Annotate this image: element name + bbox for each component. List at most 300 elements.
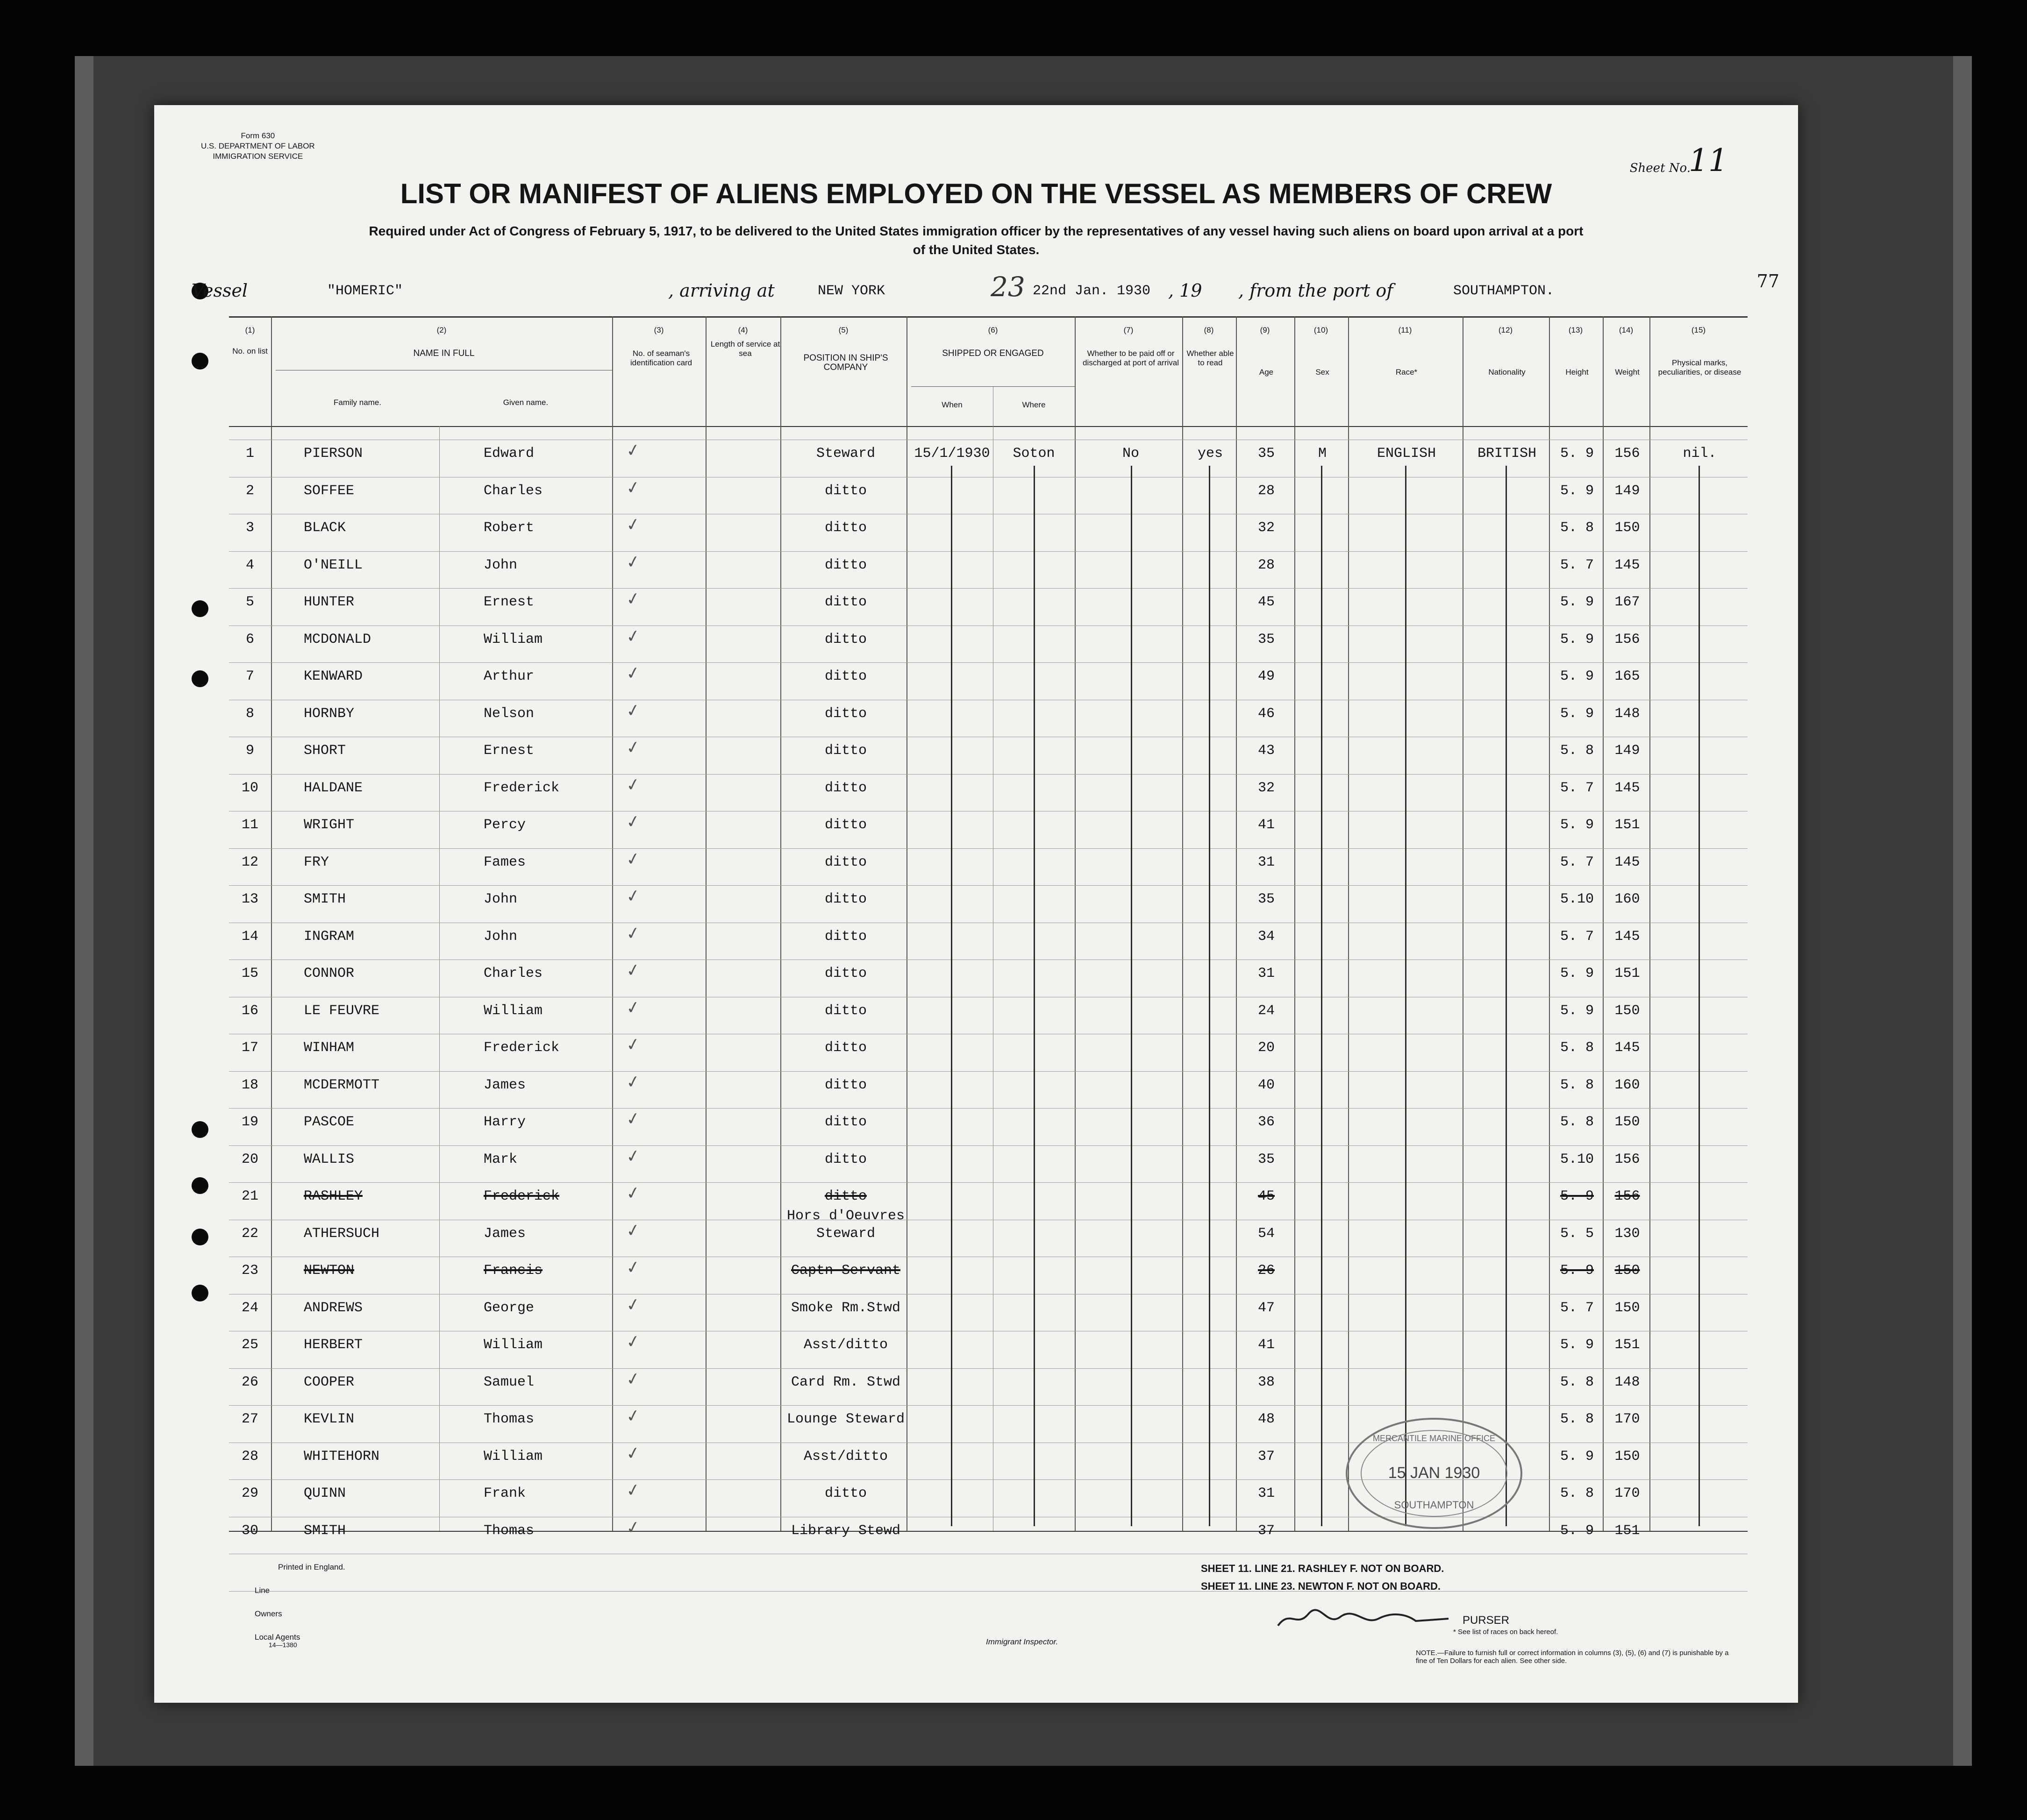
given-name: John	[484, 557, 518, 573]
height: 5. 9	[1560, 1448, 1594, 1465]
height: 5. 9	[1560, 668, 1594, 684]
height: 5. 7	[1560, 854, 1594, 870]
age: 35	[1257, 631, 1275, 647]
position: ditto	[824, 631, 867, 647]
check-mark-icon: ✓	[624, 1034, 642, 1056]
family-name: WALLIS	[304, 1151, 355, 1167]
age: 45	[1257, 1188, 1275, 1204]
height: 5. 8	[1560, 1114, 1594, 1130]
given-name: Percy	[484, 817, 526, 833]
header-nationality: Nationality	[1488, 368, 1526, 377]
position: ditto	[824, 743, 867, 759]
given-name: Nelson	[484, 705, 535, 722]
family-name: LE FEUVRE	[304, 1002, 380, 1019]
age: 20	[1257, 1040, 1275, 1056]
weight: 150	[1614, 1114, 1640, 1130]
age: 45	[1257, 594, 1275, 610]
row-number: 15	[241, 966, 258, 981]
family-name: HALDANE	[304, 780, 363, 796]
age: 48	[1257, 1411, 1275, 1427]
check-mark-icon: ✓	[624, 774, 642, 796]
row-number: 17	[241, 1040, 258, 1056]
check-mark-icon: ✓	[624, 1071, 642, 1093]
age: 35	[1257, 891, 1275, 907]
check-mark-icon: ✓	[624, 848, 642, 870]
row-number: 29	[241, 1486, 258, 1501]
row-number: 30	[241, 1522, 258, 1539]
header-able-read: Whether able to read	[1186, 349, 1234, 367]
family-name: HORNBY	[304, 705, 355, 722]
check-mark-icon: ✓	[624, 1479, 642, 1501]
ditto-stroke	[1506, 466, 1507, 1526]
purser-signature	[1276, 1605, 1453, 1633]
position: ditto	[824, 705, 867, 722]
age: 54	[1257, 1225, 1275, 1242]
age: 47	[1257, 1300, 1275, 1316]
printed-in-england: Printed in England.	[278, 1563, 345, 1571]
row-number: 23	[241, 1263, 258, 1279]
age: 46	[1257, 705, 1275, 722]
position: ditto	[824, 780, 867, 796]
position: Lounge Steward	[786, 1411, 905, 1427]
given-name: William	[484, 1337, 543, 1353]
age: 49	[1257, 668, 1275, 684]
column-number: (6)	[988, 326, 998, 334]
form-department: U.S. DEPARTMENT OF LABOR	[201, 142, 315, 150]
note-line-23: SHEET 11. LINE 23. NEWTON F. NOT ON BOARD.	[1201, 1580, 1441, 1592]
header-age: Age	[1259, 368, 1274, 377]
weight: 150	[1614, 1263, 1640, 1279]
given-name: William	[484, 1448, 543, 1465]
given-name: William	[484, 1002, 543, 1019]
check-mark-icon: ✓	[624, 1517, 642, 1538]
sheet-label: Sheet No.	[1629, 161, 1691, 175]
position: ditto	[824, 483, 867, 499]
vessel-name: "HOMERIC"	[327, 283, 403, 299]
check-mark-icon: ✓	[624, 811, 642, 833]
given-name: Fames	[484, 854, 526, 870]
column-number: (13)	[1568, 326, 1583, 334]
height: 5. 9	[1560, 1002, 1594, 1019]
position: ditto	[824, 1114, 867, 1130]
check-mark-icon: ✓	[624, 700, 642, 721]
crew-manifest-table	[229, 316, 1748, 1539]
family-name: HERBERT	[304, 1337, 363, 1353]
row-number: 4	[245, 557, 254, 573]
age: 28	[1257, 557, 1275, 573]
position: Library Stewd	[791, 1522, 901, 1539]
age: 37	[1257, 1448, 1275, 1465]
header-where: Where	[1022, 400, 1046, 409]
height: 5. 9	[1560, 1188, 1594, 1204]
weight: 148	[1614, 1374, 1640, 1390]
header-no-on-list: No. on list	[232, 347, 268, 355]
row-number: 20	[241, 1151, 258, 1167]
weight: 145	[1614, 928, 1640, 945]
ditto-stroke	[1209, 466, 1210, 1526]
family-name: SMITH	[304, 891, 346, 907]
ditto-stroke	[1699, 466, 1700, 1526]
page-number: 77	[1756, 271, 1779, 291]
check-mark-icon: ✓	[624, 1331, 642, 1353]
agents-code: 14—1380	[269, 1641, 297, 1649]
check-mark-icon: ✓	[624, 662, 642, 684]
age: 35	[1257, 446, 1275, 462]
age: 32	[1257, 780, 1275, 796]
note-line-21: SHEET 11. LINE 21. RASHLEY F. NOT ON BOARD.	[1201, 1563, 1444, 1574]
stamp-date: 15 JAN 1930	[1388, 1464, 1480, 1482]
check-mark-icon: ✓	[624, 1220, 642, 1241]
row-number: 6	[245, 631, 254, 647]
age: 43	[1257, 743, 1275, 759]
position: Steward	[816, 446, 876, 462]
age: 41	[1257, 817, 1275, 833]
position: ditto	[824, 1188, 867, 1204]
column-number: (14)	[1619, 326, 1634, 334]
shipped-when: 15/1/1930	[914, 446, 990, 462]
height: 5. 9	[1560, 817, 1594, 833]
weight: 148	[1614, 705, 1640, 722]
check-mark-icon: ✓	[624, 1257, 642, 1279]
weight: 145	[1614, 557, 1640, 573]
family-name: SMITH	[304, 1522, 346, 1539]
age: 41	[1257, 1337, 1275, 1353]
weight: 170	[1614, 1411, 1640, 1427]
ditto-stroke	[1034, 466, 1035, 1526]
family-name: KENWARD	[304, 668, 363, 684]
row-number: 16	[241, 1002, 258, 1019]
weight: 149	[1614, 483, 1640, 499]
header-name-in-full: NAME IN FULL	[413, 348, 475, 358]
row-number: 10	[241, 780, 258, 796]
age: 38	[1257, 1374, 1275, 1390]
age: 40	[1257, 1077, 1275, 1093]
position: ditto	[824, 966, 867, 981]
given-name: Ernest	[484, 594, 535, 610]
position: ditto	[824, 891, 867, 907]
header-paid-off: Whether to be paid off or discharged at port of arrival	[1083, 349, 1179, 367]
paid-off: No	[1122, 446, 1139, 462]
row-number: 1	[245, 446, 254, 462]
race-footnote: * See list of races on back hereof.	[1453, 1628, 1558, 1636]
row-number: 12	[241, 854, 258, 870]
position: ditto	[824, 928, 867, 945]
form-service: IMMIGRATION SERVICE	[213, 152, 303, 161]
position: ditto	[824, 594, 867, 610]
weight: 150	[1614, 520, 1640, 536]
given-name: Mark	[484, 1151, 518, 1167]
mercantile-marine-office-stamp	[1346, 1418, 1522, 1529]
header-height: Height	[1565, 368, 1589, 377]
weight: 170	[1614, 1486, 1640, 1501]
form-identifier	[201, 131, 315, 162]
weight: 151	[1614, 966, 1640, 981]
position: Card Rm. Stwd	[791, 1374, 901, 1390]
family-name: HUNTER	[304, 594, 355, 610]
family-name: NEWTON	[304, 1263, 355, 1279]
header-seaman-id: No. of seaman's identification card	[630, 349, 692, 367]
ditto-stroke	[1405, 466, 1406, 1526]
height: 5. 7	[1560, 1300, 1594, 1316]
weight: 130	[1614, 1225, 1640, 1242]
header-given-name: Given name.	[503, 398, 549, 407]
check-mark-icon: ✓	[624, 1108, 642, 1130]
from-port-label: , from the port of	[1238, 280, 1393, 301]
height: 5. 8	[1560, 743, 1594, 759]
given-name: Ernest	[484, 743, 535, 759]
family-name: BLACK	[304, 520, 346, 536]
vessel-line	[192, 271, 1734, 304]
position: Asst/ditto	[803, 1337, 888, 1353]
ditto-stroke	[951, 466, 952, 1526]
given-name: Thomas	[484, 1522, 535, 1539]
family-name: QUINN	[304, 1486, 346, 1501]
row-number: 5	[245, 594, 254, 610]
row-number: 9	[245, 743, 254, 759]
family-name: WHITEHORN	[304, 1448, 380, 1465]
shipped-where: Soton	[1013, 446, 1055, 462]
position: ditto	[824, 854, 867, 870]
family-name: COOPER	[304, 1374, 355, 1390]
height: 5. 8	[1560, 1411, 1594, 1427]
height: 5. 9	[1560, 631, 1594, 647]
check-mark-icon: ✓	[624, 1145, 642, 1167]
punch-hole	[192, 1177, 208, 1194]
height: 5. 8	[1560, 1077, 1594, 1093]
sex: M	[1318, 446, 1327, 462]
weight: 167	[1614, 594, 1640, 610]
check-mark-icon: ✓	[624, 1294, 642, 1315]
age: 24	[1257, 1002, 1275, 1019]
page-subtitle: Required under Act of Congress of February 5, 1917, to be delivered to the United States immigration officer by the representatives of any vessel having such aliens on board upon arrival at a port of the United States.	[369, 224, 1584, 257]
row-number: 2	[245, 483, 254, 499]
given-name: George	[484, 1300, 535, 1316]
given-name: Frederick	[484, 1040, 560, 1056]
header-length-service: Length of service at sea	[710, 340, 780, 358]
row-number: 14	[241, 928, 258, 945]
given-name: Robert	[484, 520, 535, 536]
ditto-stroke	[1131, 466, 1132, 1526]
given-name: Frank	[484, 1486, 526, 1501]
manifest-page	[154, 105, 1798, 1703]
row-number: 25	[241, 1337, 258, 1353]
weight: 156	[1614, 631, 1640, 647]
column-number: (10)	[1313, 326, 1328, 334]
check-mark-icon: ✓	[624, 626, 642, 647]
punch-hole	[192, 353, 208, 370]
arrival-port: NEW YORK	[818, 283, 885, 299]
column-number: (12)	[1498, 326, 1513, 334]
position: ditto	[824, 1040, 867, 1056]
punch-hole	[192, 1121, 208, 1138]
position: ditto	[824, 1486, 867, 1501]
header-physical-marks: Physical marks, peculiarities, or disease	[1658, 358, 1742, 377]
age: 35	[1257, 1151, 1275, 1167]
family-name: WINHAM	[304, 1040, 355, 1056]
row-number: 13	[241, 891, 258, 907]
header-family-name: Family name.	[333, 398, 382, 407]
weight: 150	[1614, 1448, 1640, 1465]
row-number: 28	[241, 1448, 258, 1465]
punch-hole	[192, 1285, 208, 1301]
age: 26	[1257, 1263, 1275, 1279]
purser-label: PURSER	[1463, 1614, 1510, 1627]
weight: 151	[1614, 817, 1640, 833]
given-name: Charles	[484, 483, 543, 499]
position: ditto	[824, 1151, 867, 1167]
weight: 165	[1614, 668, 1640, 684]
given-name: William	[484, 631, 543, 647]
row-number: 3	[245, 520, 254, 536]
given-name: Frederick	[484, 1188, 560, 1204]
weight: 160	[1614, 891, 1640, 907]
family-name: WRIGHT	[304, 817, 355, 833]
weight: 156	[1614, 1188, 1640, 1204]
check-mark-icon: ✓	[624, 923, 642, 944]
position: ditto	[824, 520, 867, 536]
handwritten-date: 23	[991, 271, 1025, 303]
weight: 151	[1614, 1522, 1640, 1539]
check-mark-icon: ✓	[624, 514, 642, 536]
given-name: Charles	[484, 966, 543, 981]
header-sex: Sex	[1315, 368, 1329, 377]
family-name: PIERSON	[304, 446, 363, 462]
weight: 151	[1614, 1337, 1640, 1353]
weight: 156	[1614, 1151, 1640, 1167]
position: Smoke Rm.Stwd	[791, 1300, 901, 1316]
position: ditto	[824, 817, 867, 833]
check-mark-icon: ✓	[624, 1443, 642, 1464]
immigrant-inspector-label: Immigrant Inspector.	[986, 1637, 1058, 1646]
row-number: 22	[241, 1225, 258, 1242]
family-name: INGRAM	[304, 928, 355, 945]
note-label: NOTE.	[1416, 1649, 1437, 1657]
weight: 145	[1614, 854, 1640, 870]
column-number: (1)	[245, 326, 255, 334]
stamp-bottom-text: SOUTHAMPTON	[1394, 1499, 1474, 1511]
height: 5. 9	[1560, 483, 1594, 499]
family-name: FRY	[304, 854, 329, 870]
height: 5. 9	[1560, 966, 1594, 981]
column-number: (2)	[436, 326, 447, 334]
page-title: LIST OR MANIFEST OF ALIENS EMPLOYED ON THE VESSEL AS MEMBERS OF CREW	[400, 178, 1552, 209]
position: ditto	[824, 557, 867, 573]
family-name: SHORT	[304, 743, 346, 759]
position: Steward	[816, 1225, 876, 1242]
check-mark-icon: ✓	[624, 960, 642, 981]
height: 5. 9	[1560, 594, 1594, 610]
height: 5. 9	[1560, 705, 1594, 722]
given-name: Francis	[484, 1263, 543, 1279]
punch-hole	[192, 670, 208, 687]
check-mark-icon: ✓	[624, 1182, 642, 1204]
weight: 150	[1614, 1300, 1640, 1316]
check-mark-icon: ✓	[624, 1368, 642, 1390]
check-mark-icon: ✓	[624, 477, 642, 498]
nationality: BRITISH	[1477, 446, 1537, 462]
local-agents-label: Local Agents	[255, 1633, 300, 1642]
column-number: (5)	[838, 326, 849, 334]
punch-hole	[192, 1229, 208, 1245]
physical-marks: nil.	[1683, 446, 1717, 462]
height: 5.10	[1560, 1151, 1594, 1167]
height: 5.10	[1560, 891, 1594, 907]
position: ditto	[824, 1077, 867, 1093]
year-label: , 19	[1168, 280, 1202, 301]
row-number: 24	[241, 1300, 258, 1316]
row-number: 18	[241, 1077, 258, 1093]
family-name: SOFFEE	[304, 483, 355, 499]
given-name: Arthur	[484, 668, 535, 684]
given-name: Samuel	[484, 1374, 535, 1390]
column-number: (9)	[1260, 326, 1270, 334]
penalty-note	[1416, 1649, 1734, 1665]
manifest-footer	[229, 1563, 1748, 1693]
position: Captn Servant	[791, 1263, 901, 1279]
column-number: (15)	[1691, 326, 1706, 334]
weight: 149	[1614, 743, 1640, 759]
line-label: Line	[255, 1586, 270, 1595]
height: 5. 8	[1560, 520, 1594, 536]
row-number: 8	[245, 705, 254, 722]
check-mark-icon: ✓	[624, 1405, 642, 1427]
owners-label: Owners	[255, 1609, 282, 1618]
sheet-number: 11	[1689, 142, 1728, 178]
height: 5. 7	[1560, 780, 1594, 796]
weight: 145	[1614, 780, 1640, 796]
height: 5. 7	[1560, 928, 1594, 945]
height: 5. 9	[1560, 1522, 1594, 1539]
column-number: (3)	[654, 326, 664, 334]
header-when: When	[942, 400, 963, 409]
stamp-top-text: MERCANTILE MARINE OFFICE	[1372, 1434, 1496, 1443]
row-number: 21	[241, 1188, 258, 1204]
given-name: James	[484, 1225, 526, 1242]
family-name: PASCOE	[304, 1114, 355, 1130]
check-mark-icon: ✓	[624, 737, 642, 759]
family-name: O'NEILL	[304, 557, 363, 573]
height: 5. 8	[1560, 1486, 1594, 1501]
position: ditto	[824, 668, 867, 684]
check-mark-icon: ✓	[624, 885, 642, 907]
weight: 160	[1614, 1077, 1640, 1093]
height: 5. 7	[1560, 557, 1594, 573]
row-number: 11	[241, 817, 258, 833]
age: 31	[1257, 854, 1275, 870]
check-mark-icon: ✓	[624, 588, 642, 610]
height: 5. 5	[1560, 1225, 1594, 1242]
height: 5. 8	[1560, 1040, 1594, 1056]
header-weight: Weight	[1615, 368, 1640, 377]
given-name: Thomas	[484, 1411, 535, 1427]
given-name: John	[484, 891, 518, 907]
family-name: RASHLEY	[304, 1188, 363, 1204]
height: 5. 9	[1560, 446, 1594, 462]
age: 31	[1257, 966, 1275, 981]
family-name: ANDREWS	[304, 1300, 363, 1316]
race: ENGLISH	[1377, 446, 1436, 462]
header-position: POSITION IN SHIP'S COMPANY	[803, 353, 888, 372]
given-name: Frederick	[484, 780, 560, 796]
able-to-read: yes	[1197, 446, 1223, 462]
given-name: James	[484, 1077, 526, 1093]
check-mark-icon: ✓	[624, 440, 642, 462]
departure-port: SOUTHAMPTON.	[1453, 283, 1555, 299]
arrival-date: 22nd Jan. 1930	[1033, 283, 1151, 299]
position: Hors d'Oeuvres	[786, 1208, 905, 1224]
check-mark-icon: ✓	[624, 997, 642, 1018]
header-race: Race*	[1395, 368, 1418, 377]
